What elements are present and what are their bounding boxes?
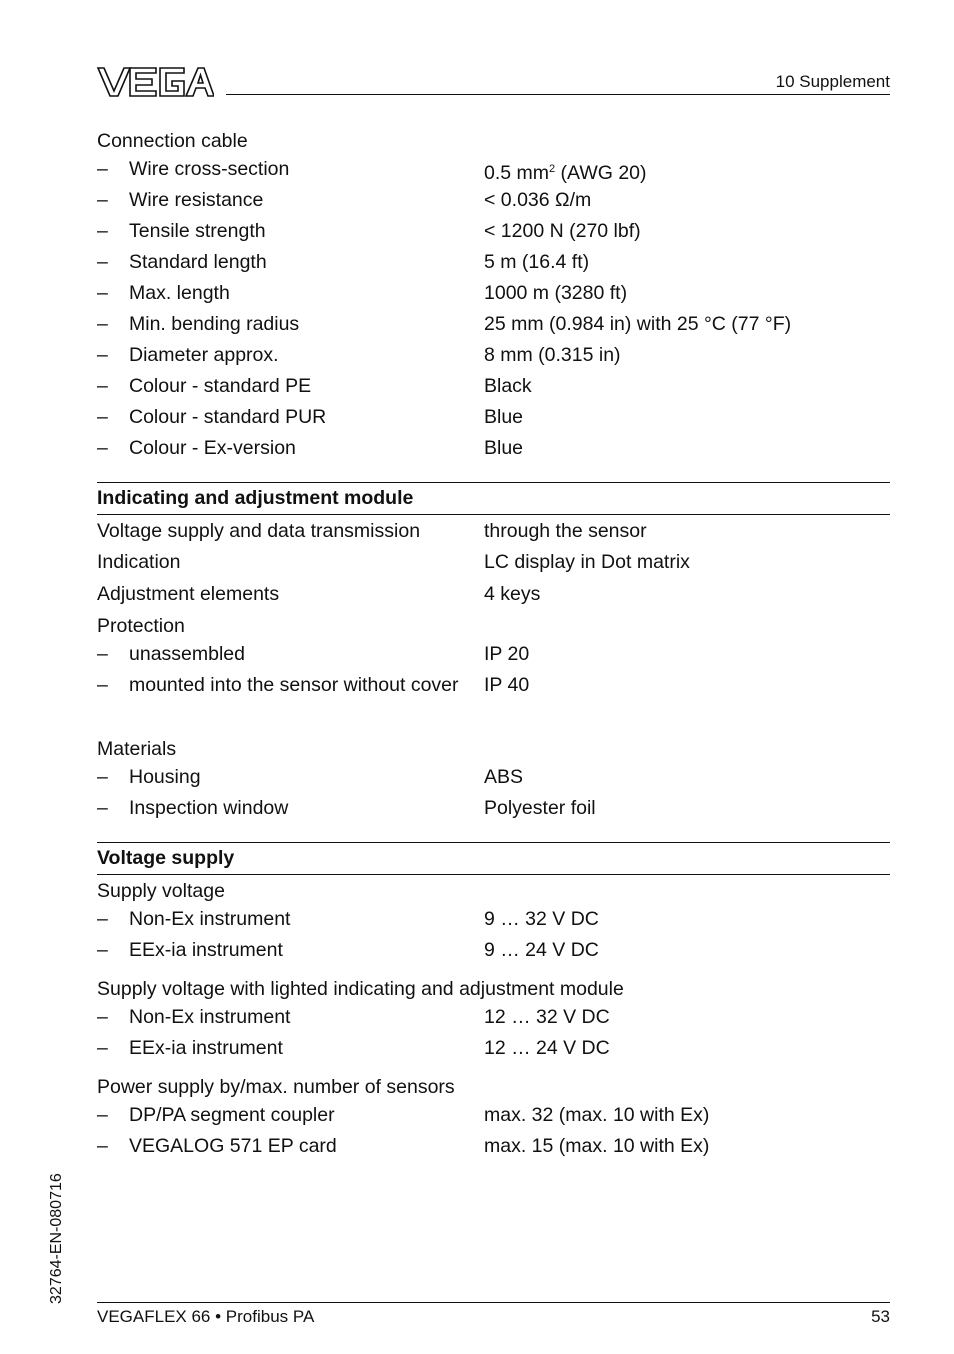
header-rule: [226, 94, 890, 95]
spec-row: [97, 549, 890, 581]
spec-label: mounted into the sensor without cover: [129, 674, 459, 696]
spec-value: Blue: [484, 437, 524, 459]
spec-row: [97, 187, 890, 218]
spec-label: EEx-ia instrument: [129, 939, 283, 961]
spec-value: 0.5 $mm^2$ (AWG 20): [484, 162, 647, 184]
spec-row: [97, 641, 890, 672]
spec-row: [97, 581, 890, 613]
group-label-protection: Protection: [97, 615, 185, 637]
spec-value: ABS: [484, 766, 524, 788]
spec-value: 12 … 32 V DC: [484, 1006, 610, 1028]
spec-row: [97, 311, 890, 342]
dash: –: [97, 437, 108, 459]
spec-value: 9 … 24 V DC: [484, 939, 599, 961]
spec-label: Colour - Ex-version: [129, 437, 296, 459]
spacer: [97, 1066, 890, 1074]
dash: –: [97, 375, 108, 397]
spec-label: Wire resistance: [129, 189, 264, 211]
spec-value: through the sensor: [484, 520, 647, 542]
spec-label: Max. length: [129, 282, 230, 304]
spec-label: Min. bending radius: [129, 313, 300, 335]
dash: –: [97, 908, 108, 930]
spec-label: Non-Ex instrument: [129, 908, 291, 930]
spec-label: EEx-ia instrument: [129, 1037, 283, 1059]
spec-label: DP/PA segment coupler: [129, 1104, 335, 1126]
spec-row: [97, 373, 890, 404]
dash: –: [97, 1006, 108, 1028]
spacer: [97, 968, 890, 976]
spec-value: < 1200 N (270 lbf): [484, 220, 641, 242]
cable-spec-list: [97, 156, 890, 466]
spec-value: 25 mm (0.984 in) with 25 °C (77 °F): [484, 313, 792, 335]
dash: –: [97, 939, 108, 961]
dash: –: [97, 189, 108, 211]
dash: –: [97, 158, 108, 180]
spec-row: [97, 906, 890, 937]
spec-label: Inspection window: [129, 797, 289, 819]
spec-row: [97, 218, 890, 249]
dash: –: [97, 344, 108, 366]
spec-value: < 0.036 Ω/m: [484, 189, 592, 211]
spec-content: [97, 128, 890, 1164]
dash: –: [97, 220, 108, 242]
spec-row: [97, 404, 890, 435]
spacer: [97, 466, 890, 482]
spec-value: 5 m (16.4 ft): [484, 251, 590, 273]
spec-label: Non-Ex instrument: [129, 1006, 291, 1028]
page-number: 53: [871, 1307, 890, 1326]
spec-row: [97, 1035, 890, 1066]
dash: –: [97, 797, 108, 819]
group-label-lighted-supply: Supply voltage with lighted indicating and adjustment module: [97, 978, 624, 1000]
spec-value: IP 20: [484, 643, 530, 665]
spec-row: [97, 937, 890, 968]
spec-row: [97, 1102, 890, 1133]
section-title-indicating-module: Indicating and adjustment module: [97, 482, 890, 515]
dash: –: [97, 674, 108, 696]
spec-value: IP 40: [484, 674, 530, 696]
spec-row: [97, 1133, 890, 1164]
spacer: [97, 728, 890, 736]
spec-label: Voltage supply and data transmission: [97, 520, 421, 542]
footer-rule: [97, 1302, 890, 1303]
dash: –: [97, 1104, 108, 1126]
dash: –: [97, 313, 108, 335]
spec-value: max. 15 (max. 10 with Ex): [484, 1135, 710, 1157]
spec-value: Polyester foil: [484, 797, 596, 819]
spec-label: Standard length: [129, 251, 267, 273]
spec-row: [97, 280, 890, 311]
dash: –: [97, 251, 108, 273]
spec-label: Wire cross-section: [129, 158, 290, 180]
spec-row: [97, 342, 890, 373]
spec-value: 9 … 32 V DC: [484, 908, 599, 930]
section-title-voltage-supply: Voltage supply: [97, 842, 890, 875]
spec-label: unassembled: [129, 643, 245, 665]
spec-value: 12 … 24 V DC: [484, 1037, 610, 1059]
document-code: 32764-EN-080716: [48, 1173, 65, 1304]
product-name: VEGAFLEX 66 • Profibus PA: [97, 1307, 315, 1326]
group-label-supply-voltage: Supply voltage: [97, 880, 225, 902]
superscript: 2: [549, 163, 556, 175]
spec-label: Tensile strength: [129, 220, 266, 242]
spec-value: Black: [484, 375, 532, 397]
spec-label: Adjustment elements: [97, 583, 280, 605]
vega-logo: [96, 66, 214, 98]
spec-value: LC display in Dot matrix: [484, 551, 690, 573]
spec-label: Indication: [97, 551, 181, 573]
spec-row: [97, 795, 890, 826]
spec-row: [97, 156, 890, 187]
spec-label: VEGALOG 571 EP card: [129, 1135, 337, 1157]
spec-value: Blue: [484, 406, 524, 428]
spec-label: Colour - standard PUR: [129, 406, 327, 428]
spec-row: [97, 518, 890, 549]
dash: –: [97, 766, 108, 788]
dash: –: [97, 282, 108, 304]
spec-row: [97, 672, 890, 728]
spec-value: max. 32 (max. 10 with Ex): [484, 1104, 710, 1126]
group-label-connection-cable: Connection cable: [97, 130, 248, 152]
spec-value: 1000 m (3280 ft): [484, 282, 628, 304]
spec-value: 8 mm (0.315 in): [484, 344, 621, 366]
dash: –: [97, 1135, 108, 1157]
spec-row: [97, 1004, 890, 1035]
spec-row: [97, 764, 890, 795]
group-label-power-supply: Power supply by/max. number of sensors: [97, 1076, 455, 1098]
dash: –: [97, 1037, 108, 1059]
section-heading: 10 Supplement: [775, 72, 890, 91]
spec-label: Diameter approx.: [129, 344, 279, 366]
spec-row: [97, 249, 890, 280]
dash: –: [97, 406, 108, 428]
spec-label: Colour - standard PE: [129, 375, 312, 397]
spec-value: 4 keys: [484, 583, 541, 605]
spec-row: [97, 435, 890, 466]
group-label-materials: Materials: [97, 738, 177, 760]
spec-label: Housing: [129, 766, 201, 788]
spacer: [97, 826, 890, 842]
dash: –: [97, 643, 108, 665]
